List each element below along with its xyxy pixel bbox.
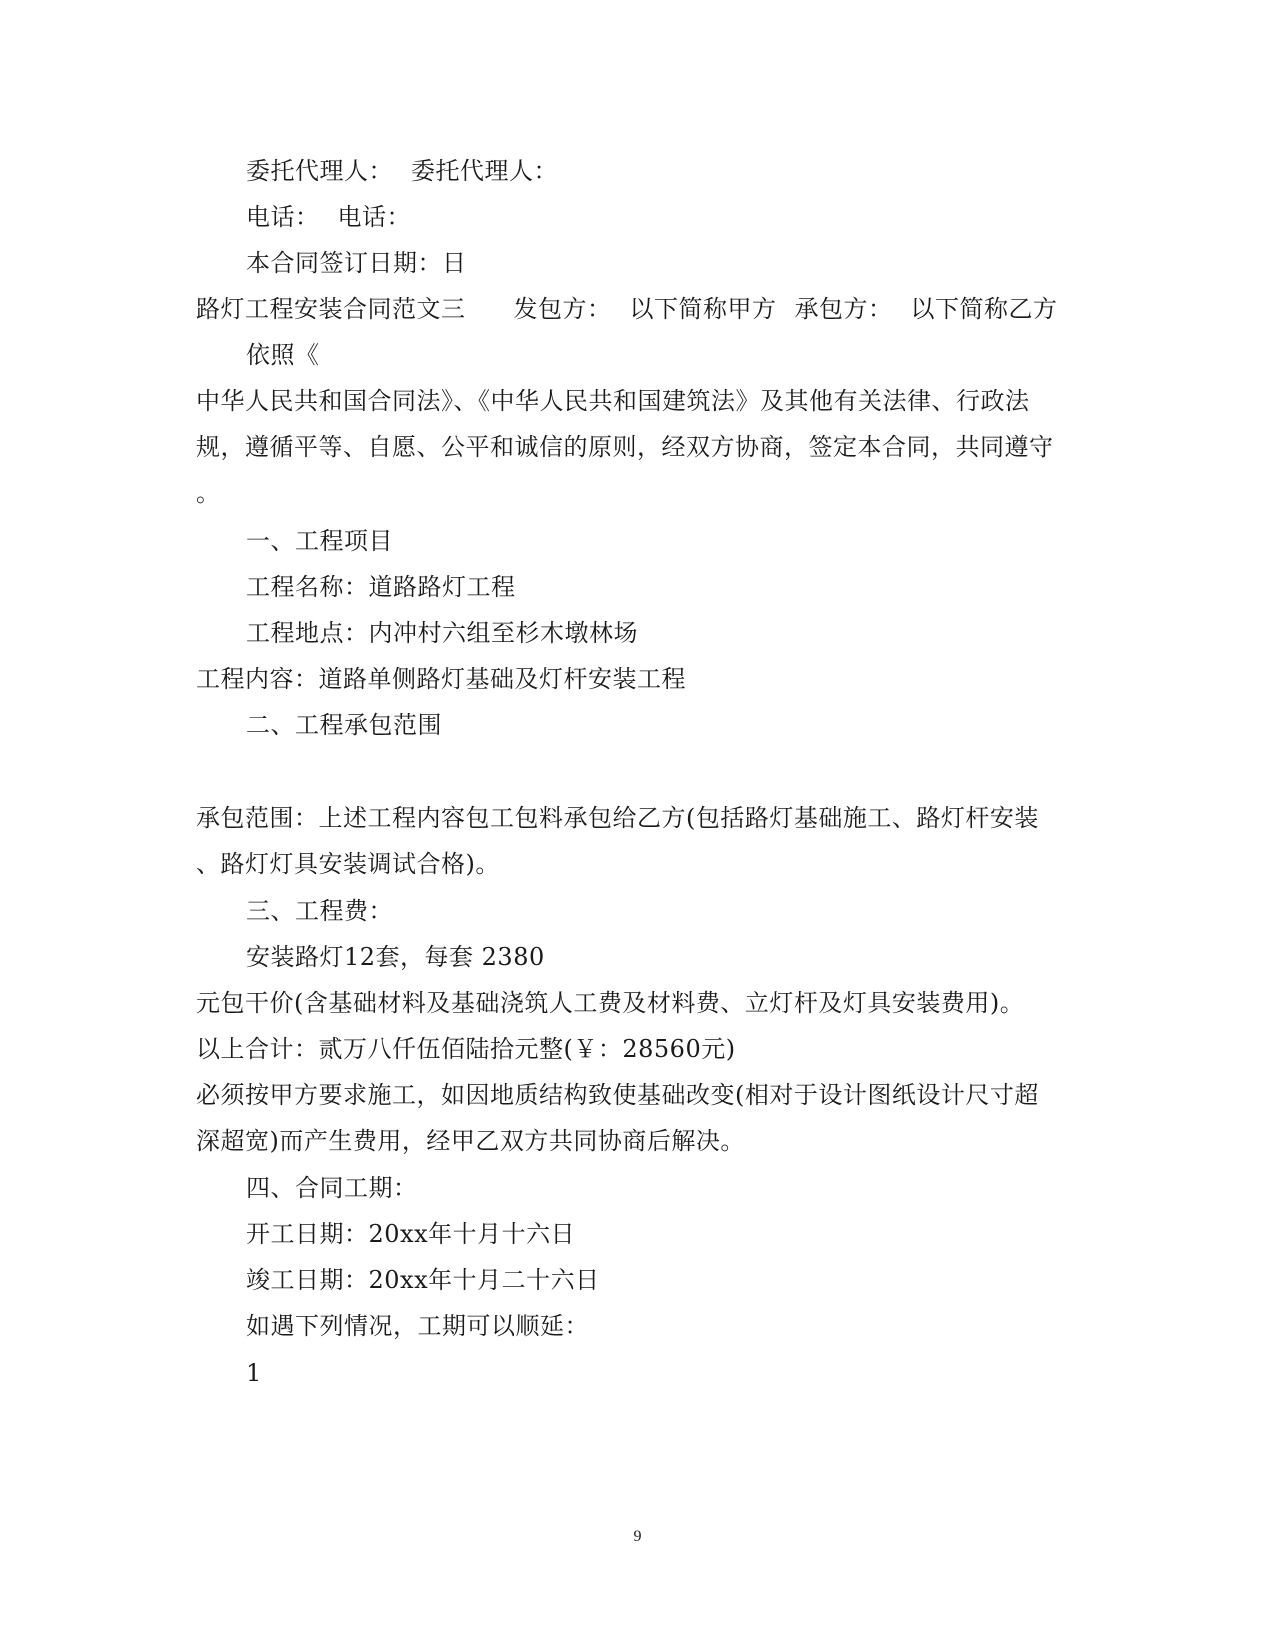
paragraph-line: 依照《 [246, 341, 320, 369]
paragraph-line: 安装路灯12套，每套 2380 [246, 943, 545, 971]
section-heading: 三、工程费： [246, 897, 393, 925]
section-heading: 二、工程承包范围 [246, 711, 442, 739]
paragraph-line: 开工日期：20xx年十月十六日 [246, 1220, 576, 1248]
employer-abbrev: 以下简称甲方 [629, 295, 777, 323]
agent-line [246, 156, 558, 186]
sign-date-line: 本合同签订日期：日 [246, 249, 467, 277]
paragraph-line: 、路灯灯具安装调试合格)。 [196, 850, 500, 878]
page-number: 9 [633, 1528, 642, 1545]
employer-label: 发包方： [513, 295, 612, 323]
paragraph-line: 以上合计：贰万八仟伍佰陆拾元整(￥：28560元) [196, 1035, 736, 1063]
section-heading: 一、工程项目 [246, 527, 393, 555]
party-a-agent-label: 委托代理人： [246, 157, 393, 185]
phone-line [246, 202, 411, 232]
paragraph-line: 工程地点：内冲村六组至杉木墩林场 [246, 619, 638, 647]
paragraph-line: 如遇下列情况，工期可以顺延： [246, 1312, 589, 1340]
paragraph-line: 必须按甲方要求施工，如因地质结构致使基础改变(相对于设计图纸设计尺寸超 [196, 1081, 1039, 1109]
section-heading: 四、合同工期： [246, 1174, 418, 1202]
paragraph-line: 工程名称：道路路灯工程 [246, 573, 516, 601]
paragraph-line: 深超宽)而产生费用，经甲乙双方共同协商后解决。 [196, 1127, 745, 1155]
list-number: 1 [246, 1359, 262, 1387]
paragraph-line: 。 [196, 479, 221, 507]
paragraph-line: 元包干价(含基础材料及基础浇筑人工费及材料费、立灯杆及灯具安装费用)。 [196, 989, 1025, 1017]
paragraph-line: 规，遵循平等、自愿、公平和诚信的原则，经双方协商，签定本合同，共同遵守 [196, 433, 1054, 461]
party-b-phone-label: 电话： [337, 203, 411, 231]
paragraph-line: 中华人民共和国合同法》、《中华人民共和国建筑法》及其他有关法律、行政法 [196, 387, 1030, 415]
contractor-label: 承包方： [794, 295, 893, 323]
paragraph-line: 承包范围：上述工程内容包工包料承包给乙方(包括路灯基础施工、路灯杆安装 [196, 804, 1039, 832]
paragraph-line: 竣工日期：20xx年十月二十六日 [246, 1266, 600, 1294]
contractor-abbrev: 以下简称乙方 [910, 295, 1058, 323]
party-a-phone-label: 电话： [246, 203, 320, 231]
party-b-agent-label: 委托代理人： [411, 157, 558, 185]
contract-heading-line [196, 294, 1058, 324]
paragraph-line: 工程内容：道路单侧路灯基础及灯杆安装工程 [196, 665, 686, 693]
contract-title: 路灯工程安装合同范文三 [196, 295, 466, 323]
